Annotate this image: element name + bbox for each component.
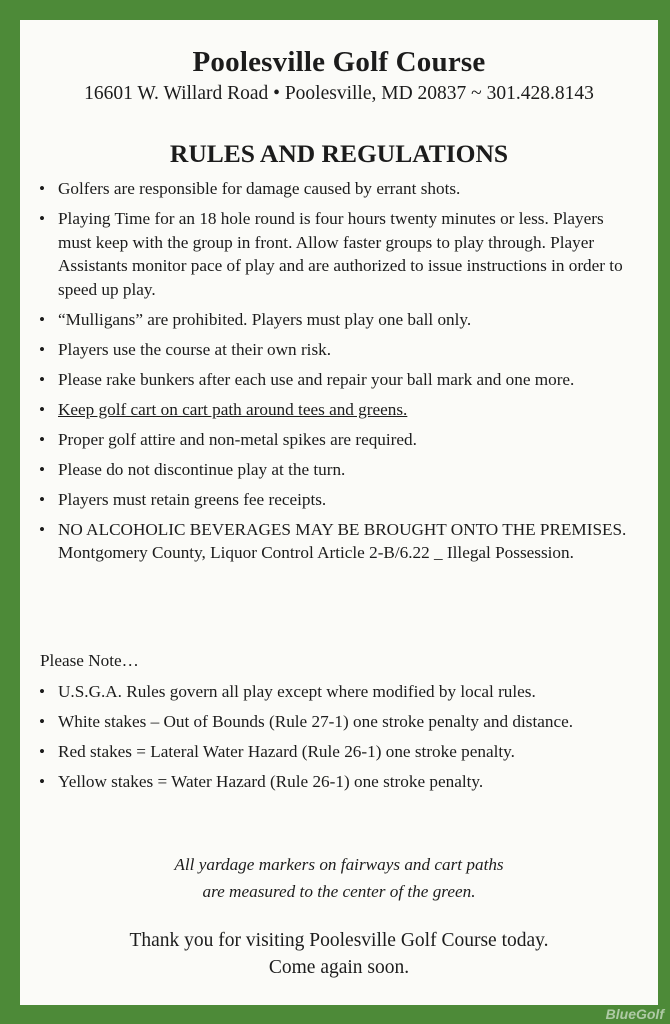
bullet-icon: • bbox=[38, 399, 46, 419]
bullet-icon: • bbox=[38, 772, 46, 791]
list-item bbox=[34, 368, 636, 392]
list-item bbox=[34, 177, 636, 201]
note-text: White stakes – Out of Bounds (Rule 27-1) one stroke penalty and distance. bbox=[58, 712, 574, 731]
list-item bbox=[34, 458, 636, 482]
rule-text: Please do not discontinue play at the turn. bbox=[58, 459, 346, 479]
bullet-icon: • bbox=[38, 209, 46, 228]
bullet-icon: • bbox=[38, 369, 46, 389]
list-item bbox=[34, 398, 636, 422]
note-text: Red stakes = Lateral Water Hazard (Rule 26-1) one stroke penalty. bbox=[58, 742, 515, 761]
bullet-icon: • bbox=[38, 489, 46, 509]
yardage-note-line: are measured to the center of the green. bbox=[202, 882, 476, 901]
bullet-icon: • bbox=[38, 519, 46, 539]
list-item bbox=[34, 710, 636, 734]
closing-message bbox=[20, 927, 658, 981]
rules-heading: RULES AND REGULATIONS bbox=[169, 139, 509, 168]
list-item bbox=[34, 740, 636, 764]
please-note-label: Please Note… bbox=[40, 651, 139, 670]
bullet-icon: • bbox=[38, 682, 46, 701]
course-title: Poolesville Golf Course bbox=[192, 46, 486, 78]
rule-text: Golfers are responsible for damage caused by errant shots. bbox=[58, 179, 461, 198]
closing-line: Come again soon. bbox=[268, 957, 410, 978]
note-text: Yellow stakes = Water Hazard (Rule 26-1) one stroke penalty. bbox=[58, 772, 484, 791]
list-item bbox=[34, 518, 636, 565]
notes-list bbox=[34, 680, 636, 800]
bullet-icon: • bbox=[38, 459, 46, 479]
rules-list bbox=[34, 177, 636, 571]
list-item bbox=[34, 207, 636, 301]
bullet-icon: • bbox=[38, 309, 46, 329]
rule-text: Proper golf attire and non-metal spikes are required. bbox=[58, 429, 417, 449]
watermark: BlueGolf bbox=[605, 1006, 664, 1022]
rules-card bbox=[20, 20, 658, 1005]
bullet-icon: • bbox=[38, 429, 46, 449]
list-item bbox=[34, 488, 636, 512]
bullet-icon: • bbox=[38, 339, 46, 359]
list-item bbox=[34, 308, 636, 332]
list-item bbox=[34, 338, 636, 362]
list-item bbox=[34, 680, 636, 704]
rule-text: Playing Time for an 18 hole round is four hours twenty minutes or less. Players must keep with the group in front. Allow faster groups to play through. Player Assistants monitor pace of play and are authorized to issue instructions in order to speed up play. bbox=[58, 209, 623, 299]
rule-text: “Mulligans” are prohibited. Players must play one ball only. bbox=[58, 309, 472, 329]
note-text: U.S.G.A. Rules govern all play except where modified by local rules. bbox=[58, 682, 536, 701]
closing-line: Thank you for visiting Poolesville Golf Course today. bbox=[129, 930, 549, 951]
yardage-note-line: All yardage markers on fairways and cart paths bbox=[174, 855, 504, 874]
bullet-icon: • bbox=[38, 712, 46, 731]
bullet-icon: • bbox=[38, 742, 46, 761]
rule-text: Keep golf cart on cart path around tees and greens. bbox=[58, 399, 408, 419]
bullet-icon: • bbox=[38, 179, 46, 198]
rule-text: Please rake bunkers after each use and repair your ball mark and one more. bbox=[58, 369, 575, 389]
rule-text: Players must retain greens fee receipts. bbox=[58, 489, 327, 509]
rule-text: NO ALCOHOLIC BEVERAGES MAY BE BROUGHT ONTO THE PREMISES. Montgomery County, Liquor Control Article 2-B/6.22 _ Illegal Possession. bbox=[58, 519, 627, 562]
yardage-note bbox=[20, 851, 658, 905]
list-item bbox=[34, 428, 636, 452]
course-address: 16601 W. Willard Road • Poolesville, MD 20837 ~ 301.428.8143 bbox=[84, 83, 594, 104]
list-item bbox=[34, 770, 636, 794]
rule-text: Players use the course at their own risk. bbox=[58, 339, 332, 359]
